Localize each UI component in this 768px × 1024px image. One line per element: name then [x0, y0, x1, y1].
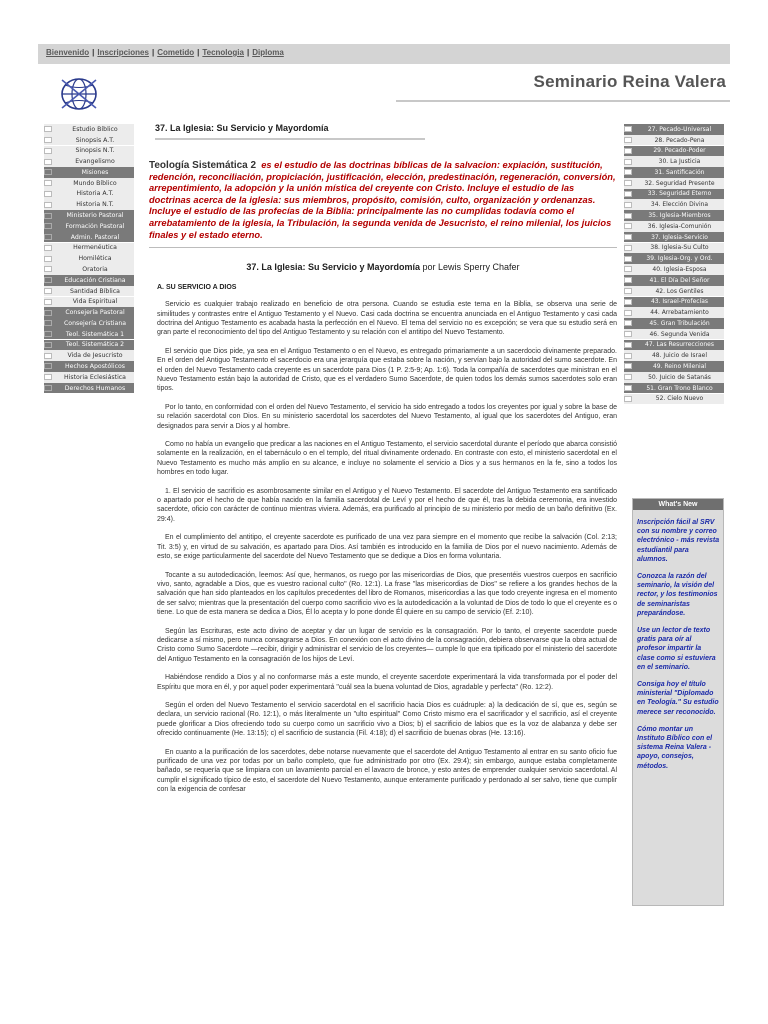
checkbox-icon	[44, 266, 52, 272]
checkbox-icon	[624, 288, 632, 294]
checkbox-icon	[44, 213, 52, 219]
lesson-item[interactable]	[624, 221, 724, 232]
checkbox-icon	[624, 385, 632, 391]
checkbox-icon	[624, 320, 632, 326]
checkbox-icon	[44, 310, 52, 316]
sidebar-item[interactable]	[44, 340, 134, 351]
checkbox-icon	[44, 342, 52, 348]
sidebar-item-label: Ministerio Pastoral	[66, 212, 124, 220]
lesson-item[interactable]	[624, 124, 724, 135]
checkbox-icon	[44, 202, 52, 208]
sidebar-item-label: Hechos Apostólicos	[65, 362, 125, 370]
course-name: Teología Sistemática 2	[149, 160, 257, 171]
lesson-item[interactable]	[624, 264, 724, 275]
lesson-item[interactable]	[624, 156, 724, 167]
lesson-item[interactable]	[624, 189, 724, 200]
article-author: por Lewis Sperry Chafer	[422, 262, 520, 273]
lesson-item[interactable]	[624, 340, 724, 351]
lesson-item-label: 39. Iglesia-Org. y Ord.	[646, 255, 713, 263]
checkbox-icon	[624, 126, 632, 132]
sidebar-item-label: Estudio Bíblico	[72, 125, 118, 133]
sidebar-item[interactable]	[44, 243, 134, 254]
nav-link-tecnologia[interactable]: Tecnologia	[202, 48, 244, 57]
lesson-item[interactable]	[624, 329, 724, 340]
checkbox-icon	[44, 126, 52, 132]
sidebar-item[interactable]	[44, 210, 134, 221]
sidebar-item-label: Historia A.T.	[76, 190, 114, 198]
lesson-item[interactable]	[624, 232, 724, 243]
lesson-item[interactable]	[624, 307, 724, 318]
sidebar-item-label: Mundo Bíblico	[73, 179, 117, 187]
lesson-item[interactable]	[624, 253, 724, 264]
checkbox-icon	[44, 374, 52, 380]
divider	[155, 138, 425, 140]
nav-link-cometido[interactable]: Cometido	[157, 48, 195, 57]
checkbox-icon	[44, 234, 52, 240]
section-title: A. SU SERVICIO A DIOS	[157, 284, 237, 292]
lesson-item-label: 28. Pecado-Pena	[654, 136, 705, 144]
sidebar-item[interactable]	[44, 156, 134, 167]
sidebar-item-label: Admin. Pastoral	[70, 233, 120, 241]
whats-new-panel	[632, 498, 724, 906]
news-link[interactable]: Use un lector de texto gratis para oír al profesor impartir la clase como si estuviera en el seminario.	[637, 627, 716, 671]
lesson-item-label: 45. Gran Tribulación	[649, 319, 710, 327]
checkbox-icon	[624, 363, 632, 369]
checkbox-icon	[624, 159, 632, 165]
globe-icon[interactable]	[58, 76, 100, 112]
lesson-item[interactable]	[624, 146, 724, 157]
course-intro	[149, 160, 617, 241]
paragraph: Tocante a su autodedicación, leemos: Así que, hermanos, os ruego por las misericordias de Dios, que presentéis vuestros cuerpos en sacrificio vivo, santo, agradable a Dios, que es vuestro racional culto" (Ro. 12:1). La frase "las misericordias de Dios" se refiere a los grandes hechos de la salvación que han sido planteados en los capítulos precedentes del libro de Romanos, misericordias a las que todo creyente ingresa en el momento de ser salvo; mientras que la presentación del cuerpo como sacrificio vivo es la autodedicación a la voluntad de Dios de todo lo que el creyente es o tiene. Lo que de esta manera se dedica a Dios, Él lo acepta y lo pone donde Él quiere en su campo de servicio (Ef. 2:10).	[157, 571, 617, 617]
lesson-item-label: 37. Iglesia-Servicio	[651, 233, 708, 241]
lesson-item[interactable]	[624, 286, 724, 297]
paragraph: 1. El servicio de sacrificio es asombrosamente similar en el Antiguo y el Nuevo Testamento. El sacerdote del Antiguo Testamento era santificado o apartado por el hecho de que había nacido en la familia sacerdotal de Leví y por el hecho de que él, tras la debida ceremonia, era investido sacerdote, oficio con carácter de continuo mientras viviera. Además, era purificado al principio de su ministerio por medio de un baño definitivo (Ex. 29:4).	[157, 487, 617, 523]
lesson-item[interactable]	[624, 350, 724, 361]
whats-new-heading: What's New	[633, 499, 723, 510]
sidebar-item[interactable]	[44, 329, 134, 340]
paragraph: En el cumplimiento del antitipo, el creyente sacerdote es purificado de una vez para siempre en el momento que recibe la salvación (Col. 2:13; Tit. 3:5) y, en virtud de su salvación, es apartado para Dios. Así también es introducido en la familia de Dios por el nuevo nacimiento. Además de esto, se exige particularmente del sacerdote del Nuevo Testamento que se dedique a Dios en forma voluntaria.	[157, 534, 617, 561]
checkbox-icon	[44, 363, 52, 369]
paragraph: El servicio que Dios pide, ya sea en el Antiguo Testamento o en el Nuevo, es entregado primariamente a un sacerdocio divinamente preparado. En el orden del Antiguo Testamento el sacerdocio era una jerarquía que estaba sobre la nación, y servían bajo la autoridad del sumo sacerdote. En el orden del Nuevo Testamento cada creyente es un sacerdote para Dios (1 P. 2:5-9; Ap. 1:6). Toda la compañía de sacerdotes que ministran en el Nuevo Testamento están bajo la autoridad de Cristo, que es el verdadero Sumo Sacerdote, de quien todos los demás sumos sacerdotes solo eran tipos.	[157, 347, 617, 393]
nav-link-inscripciones[interactable]: Inscripciones	[97, 48, 149, 57]
checkbox-icon	[44, 299, 52, 305]
lesson-item-label: 52. Cielo Nuevo	[655, 395, 704, 403]
sidebar-item-label: Vida Espiritual	[72, 298, 118, 306]
checkbox-icon	[44, 277, 52, 283]
checkbox-icon	[44, 148, 52, 154]
checkbox-icon	[44, 159, 52, 165]
lesson-item[interactable]	[624, 383, 724, 394]
checkbox-icon	[624, 234, 632, 240]
lesson-item-label: 44. Arrebatamiento	[650, 309, 709, 317]
sidebar-item[interactable]	[44, 286, 134, 297]
sidebar-item[interactable]	[44, 253, 134, 264]
news-link[interactable]: Conozca la razón del seminario, la visión del rector, y los testimonios de seminaristas preparándose.	[637, 573, 718, 617]
checkbox-icon	[624, 213, 632, 219]
paragraph: Según el orden del Nuevo Testamento el servicio sacerdotal en el sacrificio hacia Dios es cuádruple: a) la dedicación de sí, que es, según se declara, un servicio racional (Ro. 12:1), o más literalmente un "ulto espiritual" Como Cristo mismo era el sacrificador y el sacrificio, así el creyente puede glorificar a Dios ofreciendo todo su cuerpo como un sacrificio vivo a Dios; b) el sacrificio de labios que es la voz de alabanza y debe ser ofrecido continuamente (He. 13:15); c) el sacrificio de sustancia (Fil. 4:18); d) el sacrificio de buenas obras (He. 13:16).	[157, 701, 617, 738]
lesson-item[interactable]	[624, 167, 724, 178]
news-link[interactable]: Consiga hoy el título ministerial "Diplomado en Teología." Su estudio merece ser reconocido.	[637, 681, 719, 716]
nav-separator: |	[197, 48, 200, 57]
lesson-item-label: 48. Juicio de Israel	[651, 352, 708, 360]
checkbox-icon	[44, 169, 52, 175]
lesson-item-label: 30. La Justicia	[658, 158, 701, 166]
checkbox-icon	[624, 374, 632, 380]
lesson-item-label: 50. Juicio de Satanás	[648, 373, 711, 381]
paragraph: Como no había un evangelio que predicar a las naciones en el Antiguo Testamento, el servicio sacerdotal durante el período que abarca consistió solamente en la realización, en el tabernáculo o en el templo, del ritual divinamente ordenado. En contraste con esto, el ministerio sacerdotal en el Nuevo Testamento es mucho más amplio en su alcance, e incluye no solamente el servicio a Dios y a sus hermanos en la fe, sino a todos los hombres en todo lugar.	[157, 441, 617, 477]
checkbox-icon	[44, 180, 52, 186]
paragraph: En cuanto a la purificación de los sacerdotes, debe notarse nuevamente que el sacerdote del Antiguo Testamento al entrar en su santo oficio fue purificado de una vez por todas por un baño completo, que fue administrado por otro (Ex. 29:4); sin embargo, aunque estaba completamente bañado, se requería que se limpiara con un lavamiento parcial en el lavacro de bronce, y esto antes de emprender cualquier servicio sacerdotal. Al cumplir el significado típico de esto, el sacerdote del Nuevo Testamento, aunque enteramente purificado y perdonado al ser salvo, tiene que cumplir con la exigencia de confesar	[157, 748, 617, 794]
sidebar-item-label: Vida de Jesucristo	[67, 352, 123, 360]
checkbox-icon	[44, 256, 52, 262]
lesson-item-label: 36. Iglesia-Comunión	[647, 222, 712, 230]
checkbox-icon	[624, 180, 632, 186]
lesson-item[interactable]	[624, 275, 724, 286]
nav-separator: |	[246, 48, 250, 57]
sidebar-item-label: Hermenéutica	[73, 244, 117, 252]
checkbox-icon	[624, 277, 632, 283]
checkbox-icon	[44, 331, 52, 337]
sidebar-item[interactable]	[44, 361, 134, 372]
checkbox-icon	[624, 191, 632, 197]
sidebar-item[interactable]	[44, 307, 134, 318]
lesson-item[interactable]	[624, 361, 724, 372]
sidebar-item[interactable]	[44, 178, 134, 189]
sidebar-item-label: Derechos Humanos	[64, 384, 126, 392]
article-heading: 37. La Iglesia: Su Servicio y Mayordomía	[246, 262, 420, 273]
checkbox-icon	[44, 223, 52, 229]
checkbox-icon	[624, 266, 632, 272]
sidebar-item-label: Educación Cristiana	[64, 276, 126, 284]
course-description: es el estudio de las doctrinas bíblicas de la salvacion: expiación, sustitución, redención, reconciliación, propiciación, justificación, elección, predestinación, regeneración, conversión, arrepentimiento, la adopción y la unión mística del creyente con Cristo. Incluye el estudio de las doctrinas acerca de la iglesia: sus miembros, propósito, comisión, culto, organización y ordenanzas. Incluye el estudio de las profecías de la Biblia: principalmente las no cumplidas todavía como el arrebatamiento de la iglesia, la Tribulación, la segunda venida de Jesucristo, el reino milenial, los juicios finales y el estado eterno.	[149, 160, 616, 240]
checkbox-icon	[44, 245, 52, 251]
sidebar-item[interactable]	[44, 297, 134, 308]
nav-link-bienvenido[interactable]: Bienvenido	[46, 48, 90, 57]
sidebar-item-label: Oratoria	[82, 265, 108, 273]
sidebar-item-label: Sinopsis N.T.	[75, 147, 115, 155]
sidebar-item[interactable]	[44, 146, 134, 157]
lesson-item-label: 32. Seguridad Presente	[644, 179, 715, 187]
sidebar-item-label: Historia Eclesiástica	[64, 373, 126, 381]
sidebar-item[interactable]	[44, 318, 134, 329]
sidebar-item-label: Santidad Bíblica	[70, 287, 120, 295]
checkbox-icon	[44, 191, 52, 197]
lesson-item[interactable]	[624, 243, 724, 254]
lesson-item-label: 46. Segunda Venida	[649, 330, 710, 338]
checkbox-icon	[44, 385, 52, 391]
lesson-item-label: 29. Pecado-Poder	[653, 147, 706, 155]
paragraph: Habiéndose rendido a Dios y al no conformarse más a este mundo, el creyente sacerdote experimentará la vida transformada por el poder del Espíritu que mora en él, y por aquel poder experimentará "cuál sea la buena voluntad de Dios, agradable y perfecta" (Ro. 12:2).	[157, 674, 617, 691]
sidebar-item[interactable]	[44, 350, 134, 361]
paragraph: Por lo tanto, en conformidad con el orden del Nuevo Testamento, el servicio ha sido entregado a todos los creyentes por igual y sobre la base de su relación sacerdotal con Dios. En su ministerio sacerdotal los sacerdotes del Nuevo Testamento, al igual que los sacerdotes del Antiguo, eran designados para servir a Dios y al hombre.	[157, 403, 617, 430]
sidebar-item-label: Consejería Pastoral	[65, 309, 125, 317]
sidebar-item[interactable]	[44, 372, 134, 383]
sidebar-item[interactable]	[44, 199, 134, 210]
news-link[interactable]: Cómo montar un Instituto Bíblico con el sistema Reina Valera - apoyo, consejos, métodos.	[637, 725, 713, 770]
lesson-item-label: 33. Seguridad Eterno	[647, 190, 712, 198]
lesson-item-label: 43. Israel-Profecías	[650, 298, 709, 306]
lesson-item[interactable]	[624, 199, 724, 210]
article-title	[149, 262, 617, 272]
lesson-item-label: 34. Elección Divina	[650, 201, 709, 209]
checkbox-icon	[624, 342, 632, 348]
nav-link-diploma[interactable]: Diploma	[252, 48, 284, 57]
left-nav	[44, 124, 134, 394]
lesson-item[interactable]	[624, 210, 724, 221]
lesson-item-label: 31. Santificación	[654, 168, 705, 176]
lesson-item-label: 49. Reino Milenial	[652, 362, 707, 370]
main-content	[149, 120, 617, 795]
sidebar-item-label: Evangelismo	[75, 158, 115, 166]
checkbox-icon	[624, 148, 632, 154]
lesson-item-label: 35. Iglesia-Miembros	[648, 212, 711, 220]
sidebar-item-label: Teol. Sistemática 1	[65, 330, 125, 338]
lesson-item-label: 27. Pecado-Universal	[647, 125, 712, 133]
lesson-item[interactable]	[624, 318, 724, 329]
sidebar-item[interactable]	[44, 135, 134, 146]
sidebar-item[interactable]	[44, 264, 134, 275]
checkbox-icon	[44, 320, 52, 326]
divider	[149, 247, 617, 248]
paragraph: Según las Escrituras, este acto divino de aceptar y dar un lugar de servicio es la consagración. Por lo tanto, el creyente sacerdote puede dedicarse a sí mismo, pero nunca consagrarse a Dios. En conexión con el acto divino de la consagración, debiera observarse que la obra actual de Cristo como Sumo Sacerdote —recibir, dirigir y administrar el servicio de los creyentes— cumple lo que era tipificado por el ministerio del sacerdote del Antiguo Testamento en la consagración de los hijos de Leví.	[157, 627, 617, 663]
sidebar-item[interactable]	[44, 221, 134, 232]
sidebar-item-label: Formación Pastoral	[65, 222, 125, 230]
nav-separator: |	[92, 48, 95, 57]
checkbox-icon	[624, 223, 632, 229]
checkbox-icon	[624, 169, 632, 175]
sidebar-item[interactable]	[44, 275, 134, 286]
lesson-item-label: 42. Los Gentiles	[655, 287, 704, 295]
right-nav	[624, 124, 724, 404]
checkbox-icon	[44, 353, 52, 359]
article-body	[149, 300, 617, 794]
lesson-item-label: 51. Gran Trono Blanco	[646, 384, 713, 392]
sidebar-item[interactable]	[44, 383, 134, 394]
nav-separator: |	[151, 48, 155, 57]
site-title: Seminario Reina Valera	[533, 72, 726, 91]
checkbox-icon	[624, 396, 632, 402]
sidebar-item[interactable]	[44, 232, 134, 243]
news-link[interactable]: Inscripción fácil al SRV con su nombre y correo electrónico - más revista estudiantil para alumnos.	[637, 519, 720, 563]
page-title: 37. La Iglesia: Su Servicio y Mayordomía	[155, 123, 329, 133]
paragraph: Servicio es cualquier trabajo realizado en beneficio de otra persona. Cuando se estudia este tema en la Biblia, se observa una serie de similitudes y contrastes entre el Antiguo Testamento y el Nuevo. Casi cada doctrina se encuentra anunciada en el Antiguo Testamento y casi cada doctrina del Antiguo Testamento es acabada hasta la perfección en el Nuevo. El tema del servicio no es excepción; se vera que su estudio será en gran parte el reconocimiento del tipo del Antiguo Testamento y su relación con el antitipo del Nuevo Testamento.	[157, 301, 617, 337]
checkbox-icon	[624, 310, 632, 316]
checkbox-icon	[624, 245, 632, 251]
sidebar-item-label: Teol. Sistemática 2	[65, 341, 125, 349]
sidebar-item[interactable]	[44, 167, 134, 178]
lesson-item-label: 38. Iglesia-Su Culto	[650, 244, 709, 252]
lesson-item-label: 41. El Día Del Señor	[649, 276, 710, 284]
lesson-item[interactable]	[624, 372, 724, 383]
lesson-item[interactable]	[624, 394, 724, 405]
lesson-item[interactable]	[624, 297, 724, 308]
lesson-item-label: 47. Las Resurrecciones	[645, 341, 714, 349]
lesson-item-label: 40. Iglesia-Esposa	[652, 265, 707, 273]
sidebar-item-label: Homilética	[78, 255, 112, 263]
checkbox-icon	[624, 137, 632, 143]
checkbox-icon	[624, 353, 632, 359]
lesson-item[interactable]	[624, 135, 724, 146]
checkbox-icon	[624, 331, 632, 337]
divider	[396, 100, 730, 102]
checkbox-icon	[44, 137, 52, 143]
sidebar-item-label: Misiones	[81, 168, 109, 176]
checkbox-icon	[624, 256, 632, 262]
sidebar-item-label: Consejería Cristiana	[63, 319, 127, 327]
lesson-item[interactable]	[624, 178, 724, 189]
checkbox-icon	[624, 202, 632, 208]
sidebar-item-label: Historia N.T.	[76, 201, 114, 209]
sidebar-item[interactable]	[44, 124, 134, 135]
sidebar-item[interactable]	[44, 189, 134, 200]
top-nav	[38, 44, 730, 64]
checkbox-icon	[624, 299, 632, 305]
checkbox-icon	[44, 288, 52, 294]
sidebar-item-label: Sinopsis A.T.	[75, 136, 115, 144]
